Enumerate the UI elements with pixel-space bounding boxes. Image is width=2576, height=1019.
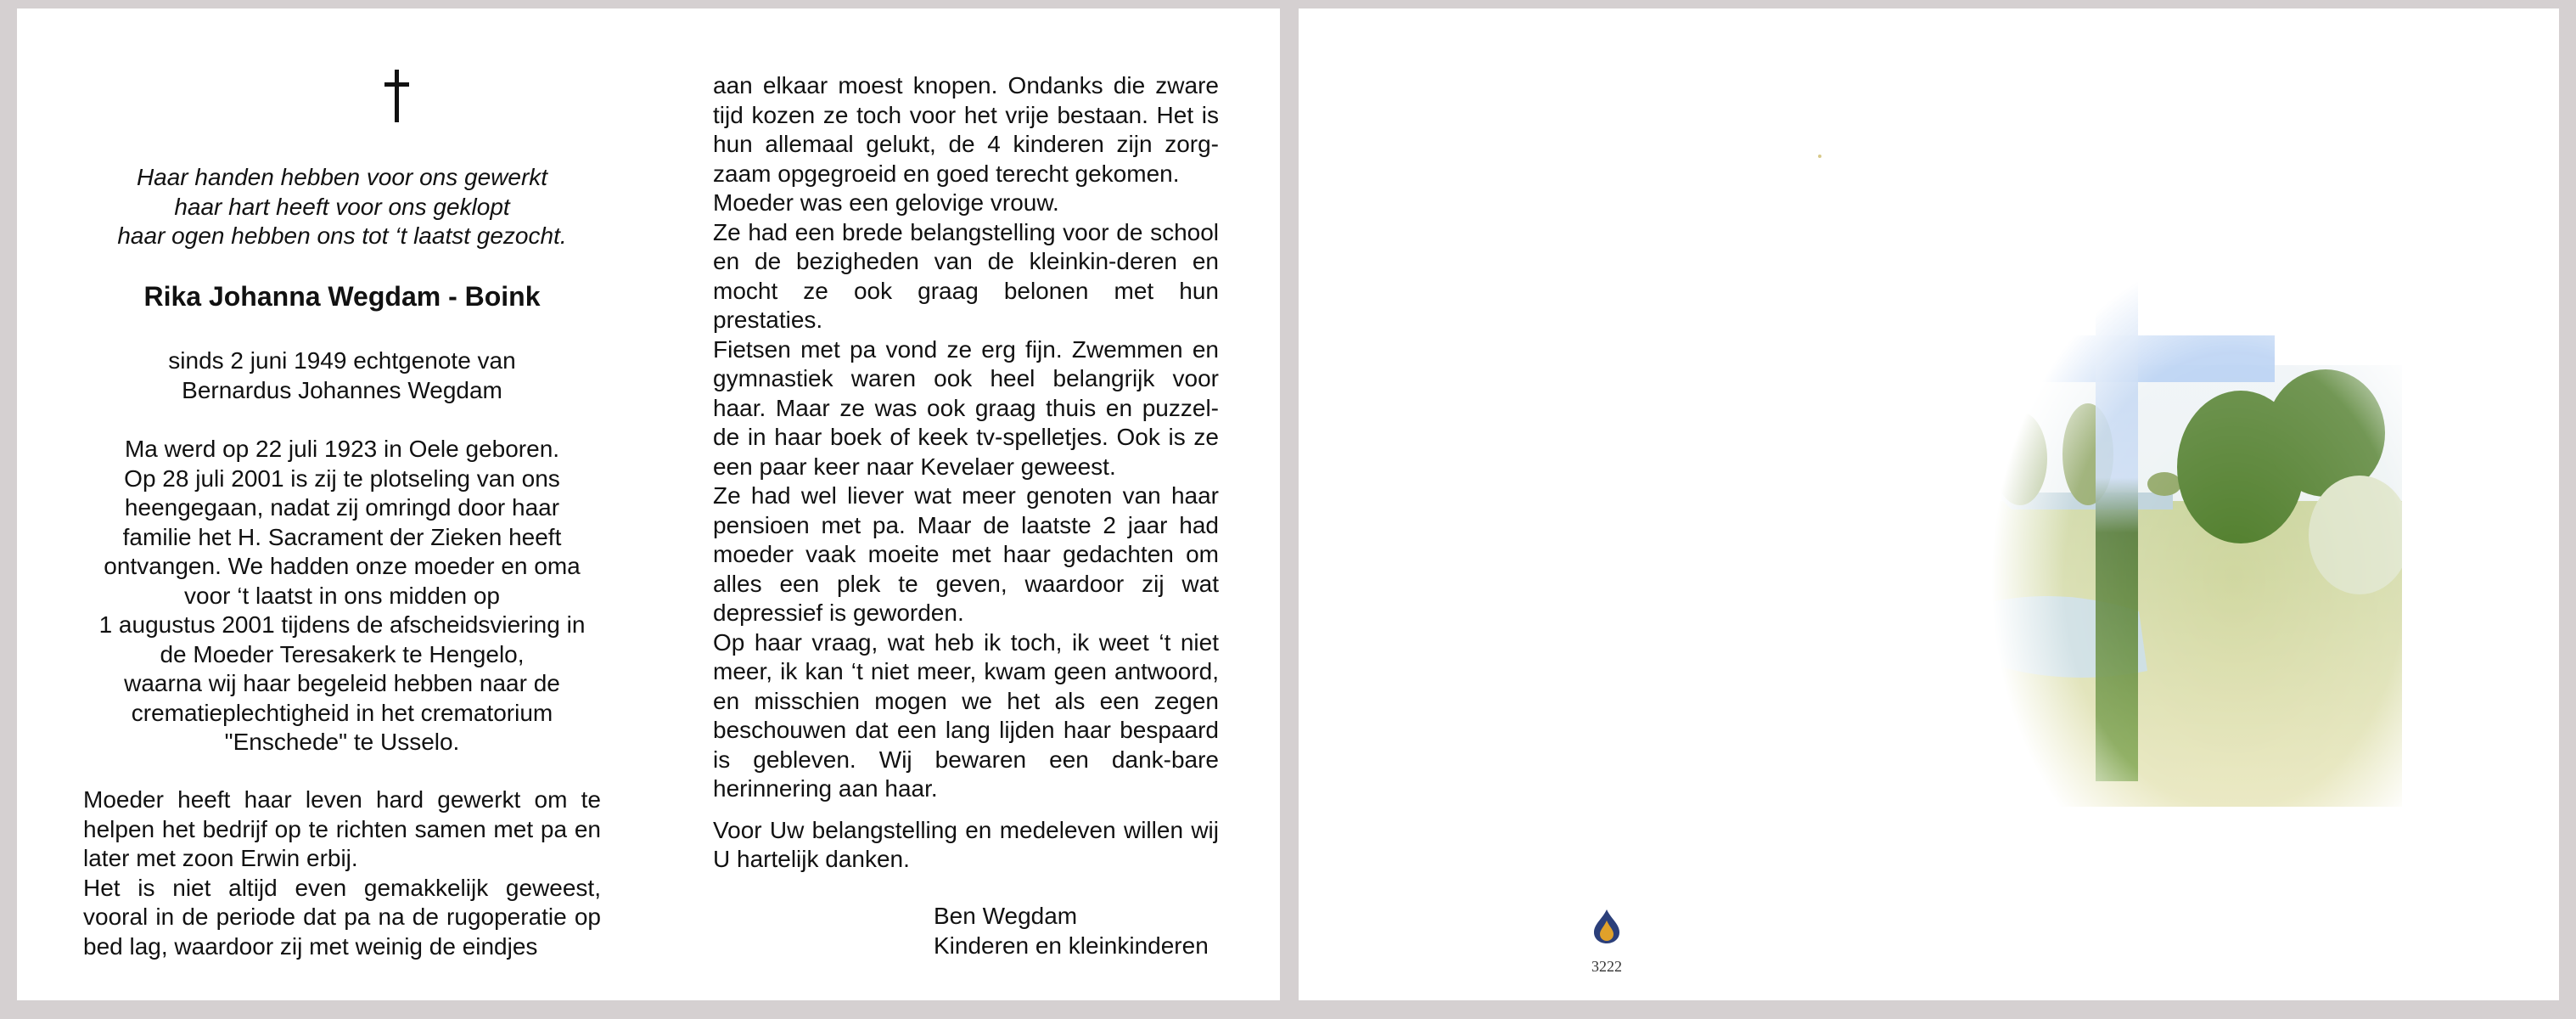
latin-cross-icon — [380, 68, 414, 127]
story-line: Ma werd op 22 juli 1923 in Oele geboren. — [124, 436, 560, 462]
poem-line: Haar handen hebben voor ons gewerkt — [136, 164, 548, 190]
print-speck — [1818, 155, 1821, 158]
marriage-info — [83, 346, 601, 405]
paragraph: Moeder heeft haar leven hard gewerkt om te helpen het bedrijf op te richten samen met pa en later met zoon Erwin erbij. — [83, 786, 601, 871]
cross-landscape-picture — [1961, 212, 2402, 807]
story-line: voor ‘t laatst in ons midden op — [184, 582, 500, 609]
story-line: familie het H. Sacrament der Zieken heeft — [122, 523, 562, 550]
story-line: heengegaan, nadat zij omringd door haar — [124, 494, 560, 521]
deceased-name: Rika Johanna Wegdam - Boink — [143, 281, 541, 312]
paragraph: Moeder was een gelovige vrouw. — [713, 189, 1059, 216]
body-text-middle — [713, 71, 1219, 875]
body-text-left — [83, 785, 601, 961]
story-line: ontvangen. We hadden onze moeder en oma — [104, 553, 581, 579]
story-line: crematieplechtigheid in het crematorium — [131, 699, 553, 726]
paragraph: Fietsen met pa vond ze erg fijn. Zwemmen en gymnastiek waren ook heel belangrijk voor haar. Maar ze was ook graag thuis en puzzel-de in haar boek of keek tv-spelletjes. Ook is ze een paar keer naar Kevelaer geweest. — [713, 335, 1219, 480]
marriage-line: Bernardus Johannes Wegdam — [182, 376, 502, 403]
signoff-line: Kinderen en kleinkinderen — [934, 932, 1209, 959]
memorial-card-picture-side — [1299, 8, 2559, 1000]
story-line: waarna wij haar begeleid hebben naar de — [124, 670, 560, 696]
story-line: de Moeder Teresakerk te Hengelo, — [160, 640, 525, 667]
signoff — [934, 902, 1209, 960]
thanks-paragraph: Voor Uw belangstelling en medeleven willen wij U hartelijk danken. — [713, 816, 1219, 872]
poem-line: haar hart heeft voor ons geklopt — [174, 193, 510, 220]
paragraph: aan elkaar moest knopen. Ondanks die zware tijd kozen ze toch voor het vrije bestaan. Het is hun allemaal gelukt, de 4 kinderen zijn zorg-zaam opgegroeid en goed terecht gekomen. — [713, 72, 1219, 187]
flame-logo-icon — [1592, 909, 1621, 944]
story-line: "Enschede" te Usselo. — [224, 729, 460, 755]
paragraph: Ze had wel liever wat meer genoten van haar pensioen met pa. Maar de laatste 2 jaar had moeder vaak moeite met haar gedachten om alles een plek te geven, waardoor zij wat depressief is geworden. — [713, 482, 1219, 626]
poem — [83, 163, 601, 251]
signoff-line: Ben Wegdam — [934, 903, 1078, 929]
story-line: Op 28 juli 2001 is zij te plotseling van ons — [124, 464, 560, 492]
poem-line: haar ogen hebben ons tot ‘t laatst gezocht. — [117, 222, 567, 249]
memorial-card-text-side — [17, 8, 1280, 1000]
printer-code: 3222 — [1591, 958, 1622, 975]
paragraph: Het is niet altijd even gemakkelijk geweest, vooral in de periode dat pa na de rugoperatie op bed lag, waardoor zij met weinig de eindjes — [83, 874, 601, 960]
story-line: 1 augustus 2001 tijdens de afscheidsviering in — [98, 611, 586, 638]
life-story — [83, 435, 601, 757]
marriage-line: sinds 2 juni 1949 echtgenote van — [168, 347, 516, 374]
paragraph: Op haar vraag, wat heb ik toch, ik weet ‘t niet meer, ik kan ‘t niet meer, kwam geen antwoord, en misschien mogen we het als een zegen beschouwen dat een lang lijden haar bespaard is gebleven. Wij bewaren een dank-bare herinnering aan haar. — [713, 628, 1219, 802]
paragraph: Ze had een brede belangstelling voor de school en de bezigheden van de kleinkin-deren en mocht ze ook graag belonen met hun prestaties. — [713, 218, 1219, 333]
